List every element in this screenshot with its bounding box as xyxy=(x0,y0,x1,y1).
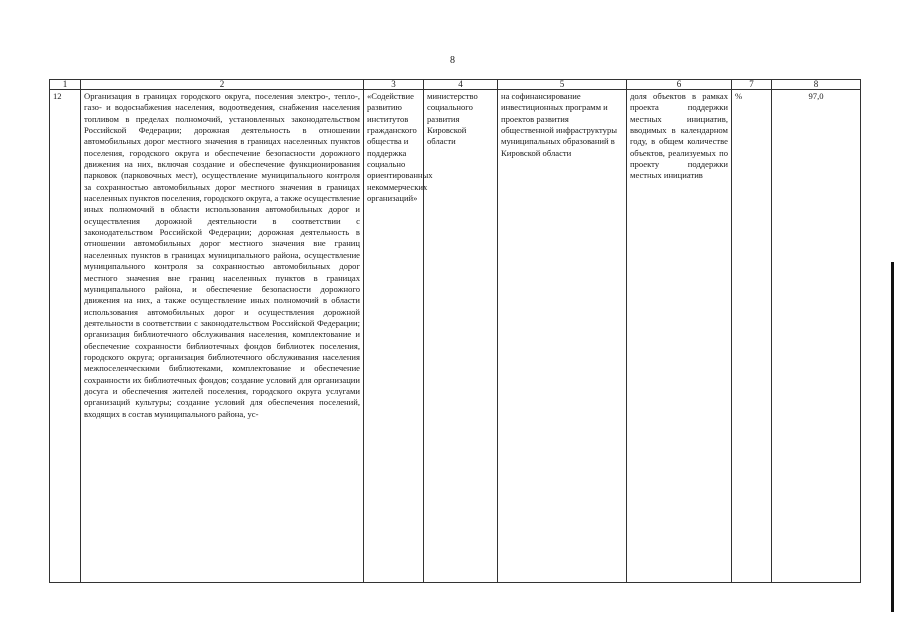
header-cell-7: 7 xyxy=(732,80,772,90)
header-cell-6: 6 xyxy=(627,80,732,90)
header-cell-4: 4 xyxy=(424,80,498,90)
indicator-value: 97,0 xyxy=(772,90,861,583)
result-indicator: доля объектов в рамках проекта поддержки местных инициатив, вводимых в календарном году, в общем количестве объектов, реализуемых по проекту поддержки местных инициатив xyxy=(627,90,732,583)
responsible-ministry: министерство социального развития Кировской области xyxy=(424,90,498,583)
header-cell-2: 2 xyxy=(81,80,364,90)
subsidy-table xyxy=(49,79,861,583)
scan-edge-bar xyxy=(891,262,894,612)
header-cell-1: 1 xyxy=(50,80,81,90)
powers-description: Организация в границах городского округа, поселения электро-, тепло-, газо- и водоснабжения населения, водоотведения, снабжения населения топливом в пределах полномочий, установленных законодательством Российской Федерации; дорожная деятельность в отношении автомобильных дорог местного значения в границах населенных пунктов поселения, городского округа и обеспечение безопасности дорожного движения на них, включая создание и обеспечение функционирования парковок (парковочных мест), осуществление муниципального контроля за сохранностью автомобильных дорог местного значения в границах населенных пунктов поселения, городского округа, а также осуществление иных полномочий в области использования автомобильных дорог и осуществления дорожной деятельности в соответствии с законодательством Российской Федерации; дорожная деятельность в отношении автомобильных дорог местного значения вне границ населенных пунктов в границах муниципального района, осуществление муниципального контроля за сохранностью автомобильных дорог местного значения вне границ населенных пунктов в границах муниципального района, и обеспечение безопасности дорожного движения на них, а также осуществление иных полномочий в области использования автомобильных дорог и осуществления дорожной деятельности в соответствии с законодательством Российской Федерации; организация библиотечного обслуживания населения, комплектование и обеспечение сохранности библиотечных фондов библиотек поселения, городского округа; организация библиотечного обслуживания населения межпоселенческими библиотеками, комплектование и обеспечение сохранности их библиотечных фондов; создание условий для организации досуга и обеспечения жителей поселения, городского округа услугами организаций культуры; создание условий для обеспечения поселений, входящих в состав муниципального района, ус- xyxy=(81,90,364,583)
indicator-unit: % xyxy=(732,90,772,583)
subsidy-purpose: на софинансирование инвестиционных программ и проектов развития общественной инфраструктуры муниципальных образований в Кировской области xyxy=(498,90,627,583)
page-number: 8 xyxy=(450,55,455,66)
header-cell-3: 3 xyxy=(364,80,424,90)
row-number: 12 xyxy=(50,90,81,583)
header-cell-8: 8 xyxy=(772,80,861,90)
state-program: «Содействие развитию институтов гражданского общества и поддержка социально ориентированных некоммерческих организаций» xyxy=(364,90,424,583)
header-row xyxy=(50,80,861,90)
header-cell-5: 5 xyxy=(498,80,627,90)
table-row xyxy=(50,90,861,583)
